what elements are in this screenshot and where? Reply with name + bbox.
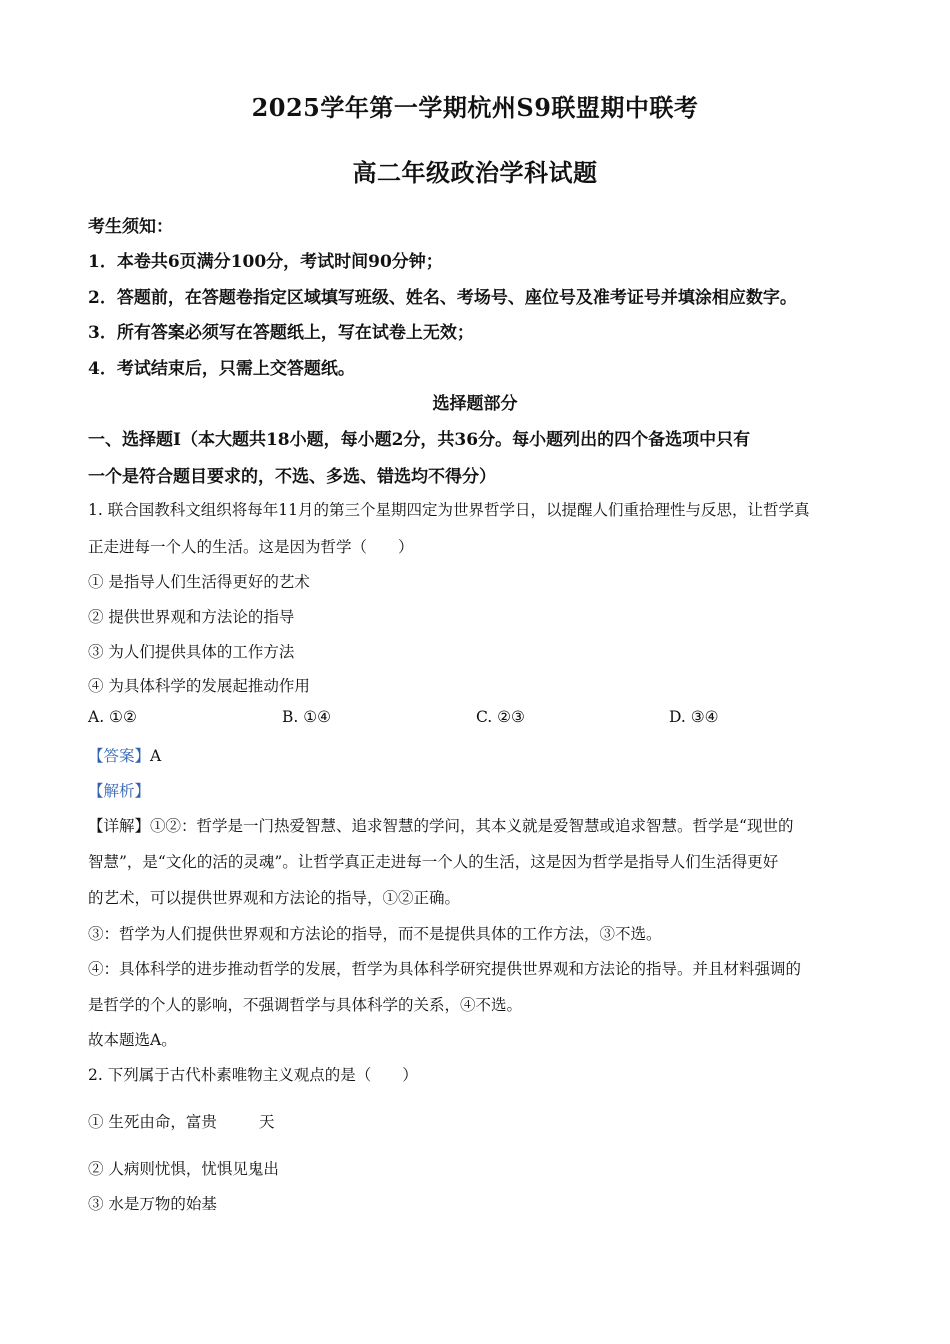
- notice-item-1: 1．本卷共6页满分100分，考试时间90分钟；: [88, 252, 443, 272]
- notice-item-2: 2．答题前，在答题卷指定区域填写班级、姓名、考场号、座位号及准考证号并填涂相应数字。: [88, 288, 797, 308]
- q2-statement-3: ③ 水是万物的始基: [88, 1195, 217, 1213]
- exam-subtitle: 高二年级政治学科试题: [352, 158, 598, 187]
- q1-detail-line6: 是哲学的个人的影响，不强调哲学与具体科学的关系，④不选。: [88, 996, 523, 1014]
- part1-instruction-line1: 一、选择题Ⅰ（本大题共18小题，每小题2分，共36分。每小题列出的四个备选项中只有: [88, 430, 751, 450]
- q2-statement-1-part-a: ① 生死由命，富贵: [88, 1113, 217, 1131]
- notice-item-4: 4．考试结束后，只需上交答题纸。: [88, 359, 355, 379]
- q1-statement-4: ④ 为具体科学的发展起推动作用: [88, 677, 310, 695]
- analysis-tag: 【解析】: [88, 782, 151, 800]
- q1-stem-line1: 1. 联合国教科文组织将每年11月的第三个星期四定为世界哲学日，以提醒人们重拾理性与反思，让哲学真: [88, 501, 810, 519]
- answer-value: A: [150, 747, 162, 765]
- exam-title: 2025学年第一学期杭州S9联盟期中联考: [251, 93, 699, 122]
- q1-statement-1: ① 是指导人们生活得更好的艺术: [88, 573, 310, 591]
- notice-item-3: 3．所有答案必须写在答题纸上，写在试卷上无效；: [88, 323, 474, 343]
- q1-answer: [88, 744, 161, 766]
- q1-detail-line5: ④：具体科学的进步推动哲学的发展，哲学为具体科学研究提供世界观和方法论的指导。并且材料强调的: [88, 960, 802, 978]
- q2-statement-1-part-b: 天: [258, 1113, 275, 1131]
- q1-statement-3: ③ 为人们提供具体的工作方法: [88, 643, 295, 661]
- q1-option-c: C. ②③: [476, 708, 525, 726]
- detail-text-1: ①②：哲学是一门热爱智慧、追求智慧的学问，其本义就是爱智慧或追求智慧。哲学是“现世的: [150, 817, 794, 835]
- q1-option-d: D. ③④: [669, 708, 719, 726]
- q2-stem: 2. 下列属于古代朴素唯物主义观点的是（ ）: [88, 1066, 418, 1084]
- detail-tag: 【详解】: [88, 817, 151, 835]
- notice-heading: 考生须知：: [88, 217, 173, 237]
- part1-instruction-line2: 一个是符合题目要求的，不选、多选、错选均不得分）: [88, 467, 496, 487]
- q1-conclusion: 故本题选A。: [88, 1031, 177, 1049]
- q1-option-a: A. ①②: [88, 708, 137, 726]
- q1-detail-line2: 智慧”，是“文化的活的灵魂”。让哲学真正走进每一个人的生活，这是因为哲学是指导人们生活得更好: [88, 853, 779, 871]
- q1-stem-line2: 正走进每一个人的生活。这是因为哲学（ ）: [88, 538, 414, 556]
- q1-detail-line3: 的艺术，可以提供世界观和方法论的指导，①②正确。: [88, 889, 461, 907]
- q1-statement-2: ② 提供世界观和方法论的指导: [88, 608, 295, 626]
- q2-statement-1: [88, 1110, 274, 1132]
- section-title: 选择题部分: [432, 394, 518, 414]
- q1-detail-line4: ③：哲学为人们提供世界观和方法论的指导，而不是提供具体的工作方法，③不选。: [88, 925, 662, 943]
- q1-detail-line1: [88, 814, 793, 836]
- q2-statement-2: ② 人病则忧惧，忧惧见鬼出: [88, 1160, 279, 1178]
- answer-tag: 【答案】: [88, 747, 151, 765]
- q1-option-b: B. ①④: [282, 708, 332, 726]
